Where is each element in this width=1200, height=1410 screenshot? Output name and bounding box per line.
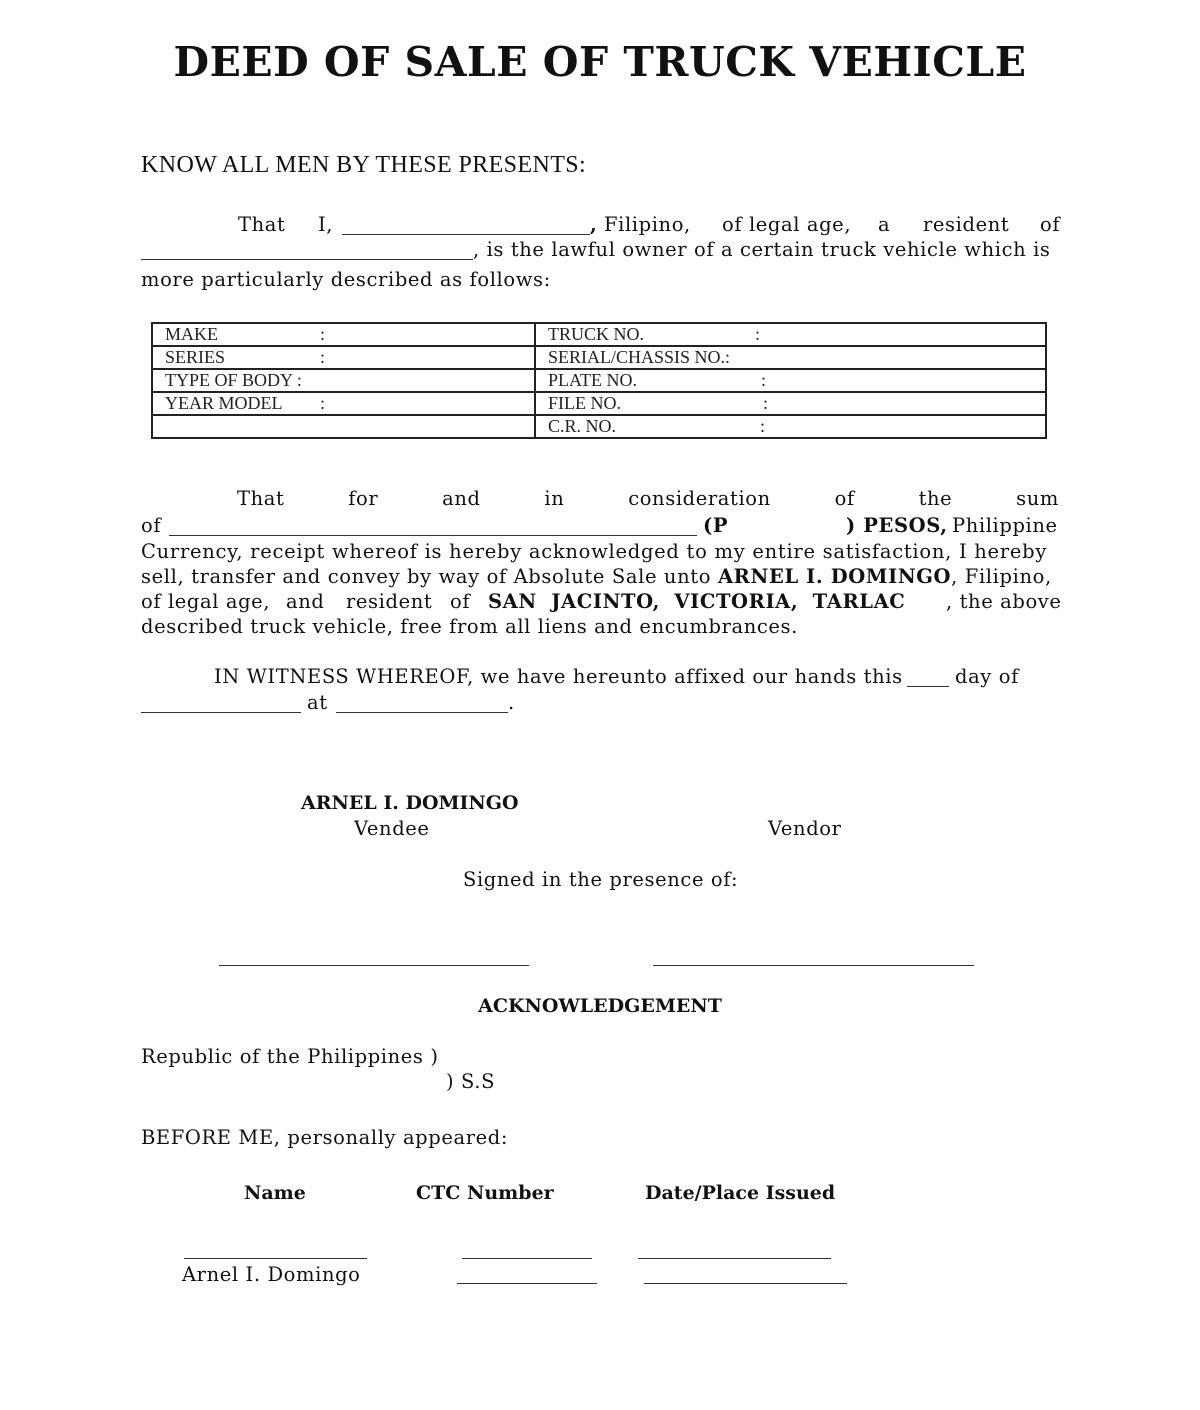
p2-pesos: ) PESOS, xyxy=(846,514,948,537)
p1-i: I, xyxy=(318,213,334,236)
table-cell: MAKE : xyxy=(152,323,535,346)
vendee-label: Vendee xyxy=(354,817,430,840)
p2-p-open: (P xyxy=(703,514,729,537)
p2-text: sell, transfer and convey by way of Absolute Sale unto xyxy=(141,565,712,588)
ss-line: ) S.S xyxy=(446,1070,496,1093)
p2-line1 xyxy=(237,487,1059,510)
acknowledgement-heading: ACKNOWLEDGEMENT xyxy=(478,995,722,1017)
person-name: Arnel I. Domingo xyxy=(182,1263,361,1286)
vehicle-details-table xyxy=(151,322,1047,439)
col-date-header: Date/Place Issued xyxy=(645,1182,836,1204)
name-line[interactable] xyxy=(184,1258,367,1259)
table-cell: TRUCK NO. : xyxy=(535,323,1046,346)
date-line-2[interactable] xyxy=(644,1283,847,1284)
p2-line6: described truck vehicle, free from all liens and encumbrances. xyxy=(141,615,798,638)
table-row xyxy=(152,346,1046,369)
p2-line5-of: of xyxy=(450,590,471,613)
know-all-men-heading: KNOW ALL MEN BY THESE PRESENTS: xyxy=(141,152,587,178)
table-cell: YEAR MODEL : xyxy=(152,392,535,415)
table-cell: TYPE OF BODY : xyxy=(152,369,535,392)
table-row xyxy=(152,392,1046,415)
seller-name-blank[interactable] xyxy=(342,234,590,235)
p2-of: of xyxy=(141,514,162,537)
witness-at: at xyxy=(307,691,328,714)
buyer-address: SAN JACINTO, VICTORIA, TARLAC xyxy=(488,590,906,613)
p2-word: consideration xyxy=(628,487,771,510)
ctc-line-2[interactable] xyxy=(457,1283,597,1284)
table-row xyxy=(152,415,1046,438)
p1-a: a xyxy=(878,213,891,236)
ctc-line-1[interactable] xyxy=(462,1258,592,1259)
witness2-signature-line[interactable] xyxy=(653,965,974,966)
col-ctc-header: CTC Number xyxy=(416,1182,554,1204)
p2-line3: Currency, receipt whereof is hereby acknowledged to my entire satisfaction, I hereby xyxy=(141,540,1048,563)
p2-word: That xyxy=(237,487,285,510)
p1-lawful-owner: , is the lawful owner of a certain truck vehicle which is xyxy=(473,238,1051,261)
day-blank[interactable] xyxy=(907,686,949,687)
p1-that: That xyxy=(238,213,286,236)
vendee-name: ARNEL I. DOMINGO xyxy=(301,792,519,814)
vendor-label: Vendor xyxy=(768,817,842,840)
table-cell xyxy=(152,415,535,438)
witness-day-of: day of xyxy=(955,665,1019,688)
witness-line1: IN WITNESS WHEREOF, we have hereunto affixed our hands this xyxy=(214,665,903,688)
table-cell: C.R. NO. : xyxy=(535,415,1046,438)
p2-line5-and: and xyxy=(286,590,325,613)
table-cell: SERIES : xyxy=(152,346,535,369)
p2-word: and xyxy=(442,487,481,510)
col-name-header: Name xyxy=(244,1182,306,1204)
p2-text: of legal age, xyxy=(141,590,271,613)
p2-word: in xyxy=(544,487,565,510)
table-cell: SERIAL/CHASSIS NO.: xyxy=(535,346,1046,369)
p2-word: for xyxy=(348,487,379,510)
amount-words-blank[interactable] xyxy=(169,535,697,536)
table-row xyxy=(152,323,1046,346)
p1-comma: , xyxy=(590,213,598,236)
p2-line5-resident: resident xyxy=(346,590,433,613)
p2-word: sum xyxy=(1016,487,1059,510)
date-line-1[interactable] xyxy=(638,1258,831,1259)
table-cell: FILE NO. : xyxy=(535,392,1046,415)
p2-text: , Filipino, xyxy=(951,565,1052,588)
table-row xyxy=(152,369,1046,392)
republic-line: Republic of the Philippines ) xyxy=(141,1045,439,1068)
buyer-name: ARNEL I. DOMINGO xyxy=(717,565,952,588)
place-blank[interactable] xyxy=(336,712,508,713)
witness-period: . xyxy=(508,691,515,714)
table-cell: PLATE NO. : xyxy=(535,369,1046,392)
before-me: BEFORE ME, personally appeared: xyxy=(141,1126,509,1149)
p2-word: the xyxy=(918,487,953,510)
p1-filipino: Filipino, xyxy=(604,213,691,236)
seller-residence-blank[interactable] xyxy=(141,259,473,260)
p2-line5-end: , the above xyxy=(946,590,1062,613)
p2-line4 xyxy=(141,565,1052,588)
month-year-blank[interactable] xyxy=(141,712,301,713)
p2-word: of xyxy=(834,487,855,510)
p1-of: of xyxy=(1040,213,1061,236)
p1-resident: resident xyxy=(923,213,1010,236)
p1-legal-age: of legal age, xyxy=(722,213,852,236)
p2-line5 xyxy=(141,590,270,613)
document-title: DEED OF SALE OF TRUCK VEHICLE xyxy=(173,38,1027,86)
signed-presence: Signed in the presence of: xyxy=(463,868,739,891)
p2-philippine: Philippine xyxy=(952,514,1058,537)
p1-described: more particularly described as follows: xyxy=(141,268,551,291)
witness1-signature-line[interactable] xyxy=(219,965,529,966)
